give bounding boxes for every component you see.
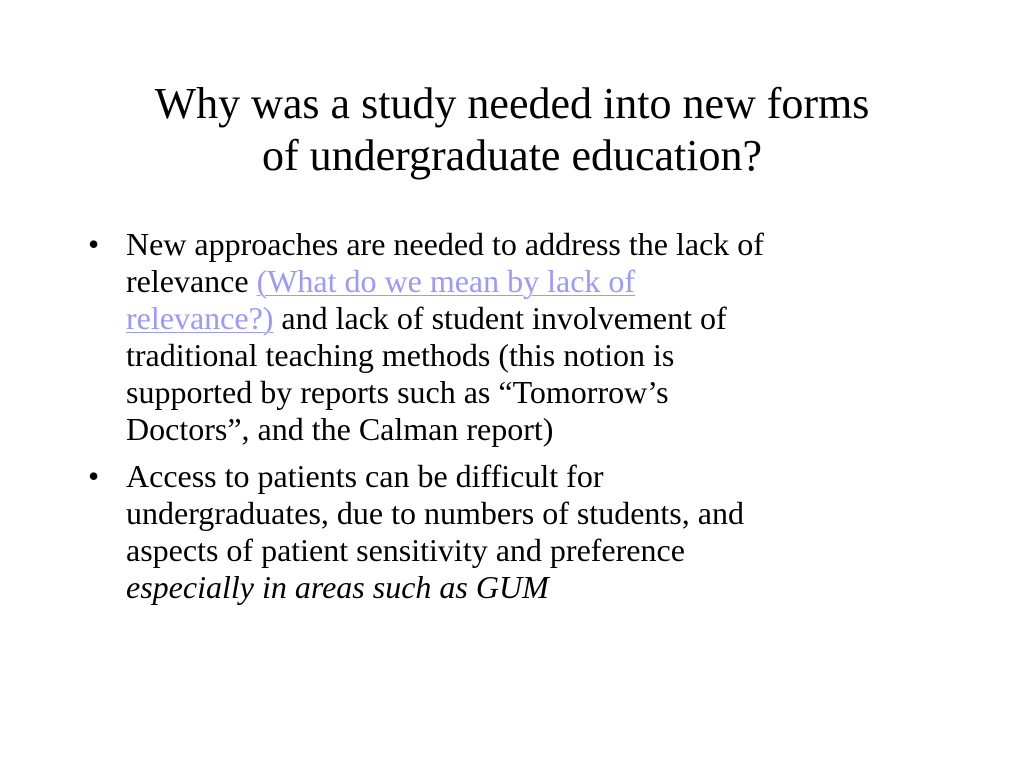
bullet-item-access	[86, 458, 946, 606]
bullet-glyph: •	[88, 226, 100, 262]
bullet-glyph: •	[88, 458, 100, 494]
bullet-1-line-1: New approaches are needed to address the lack of	[126, 226, 764, 262]
bullet-item-relevance	[86, 226, 946, 448]
bullet-2-line-1: Access to patients can be difficult for	[126, 458, 604, 494]
slide-title-line-1: Why was a study needed into new forms	[154, 79, 870, 128]
slide-title-line-2: of undergraduate education?	[261, 131, 763, 180]
slide-title	[60, 78, 964, 182]
relevance-link-continued[interactable]: relevance?)	[126, 300, 274, 336]
bullet-2-line-2: undergraduates, due to numbers of students, and	[126, 495, 744, 531]
bullet-1-line-5: supported by reports such as “Tomorrow’s	[126, 374, 669, 410]
bullet-1-involvement-text: and lack of student involvement of	[273, 300, 727, 336]
bullet-1-line-3	[126, 300, 946, 337]
bullet-2-line-3: aspects of patient sensitivity and preference	[126, 532, 685, 568]
bullet-2-line-4-italic: especially in areas such as GUM	[126, 569, 549, 605]
bullet-list	[86, 226, 946, 616]
bullet-1-relevance-text: relevance	[126, 263, 257, 299]
bullet-1-line-6: Doctors”, and the Calman report)	[126, 411, 554, 447]
bullet-1-line-4: traditional teaching methods (this notion is	[126, 337, 675, 373]
relevance-link[interactable]: (What do we mean by lack of	[256, 263, 636, 299]
bullet-1-line-2	[126, 263, 946, 300]
